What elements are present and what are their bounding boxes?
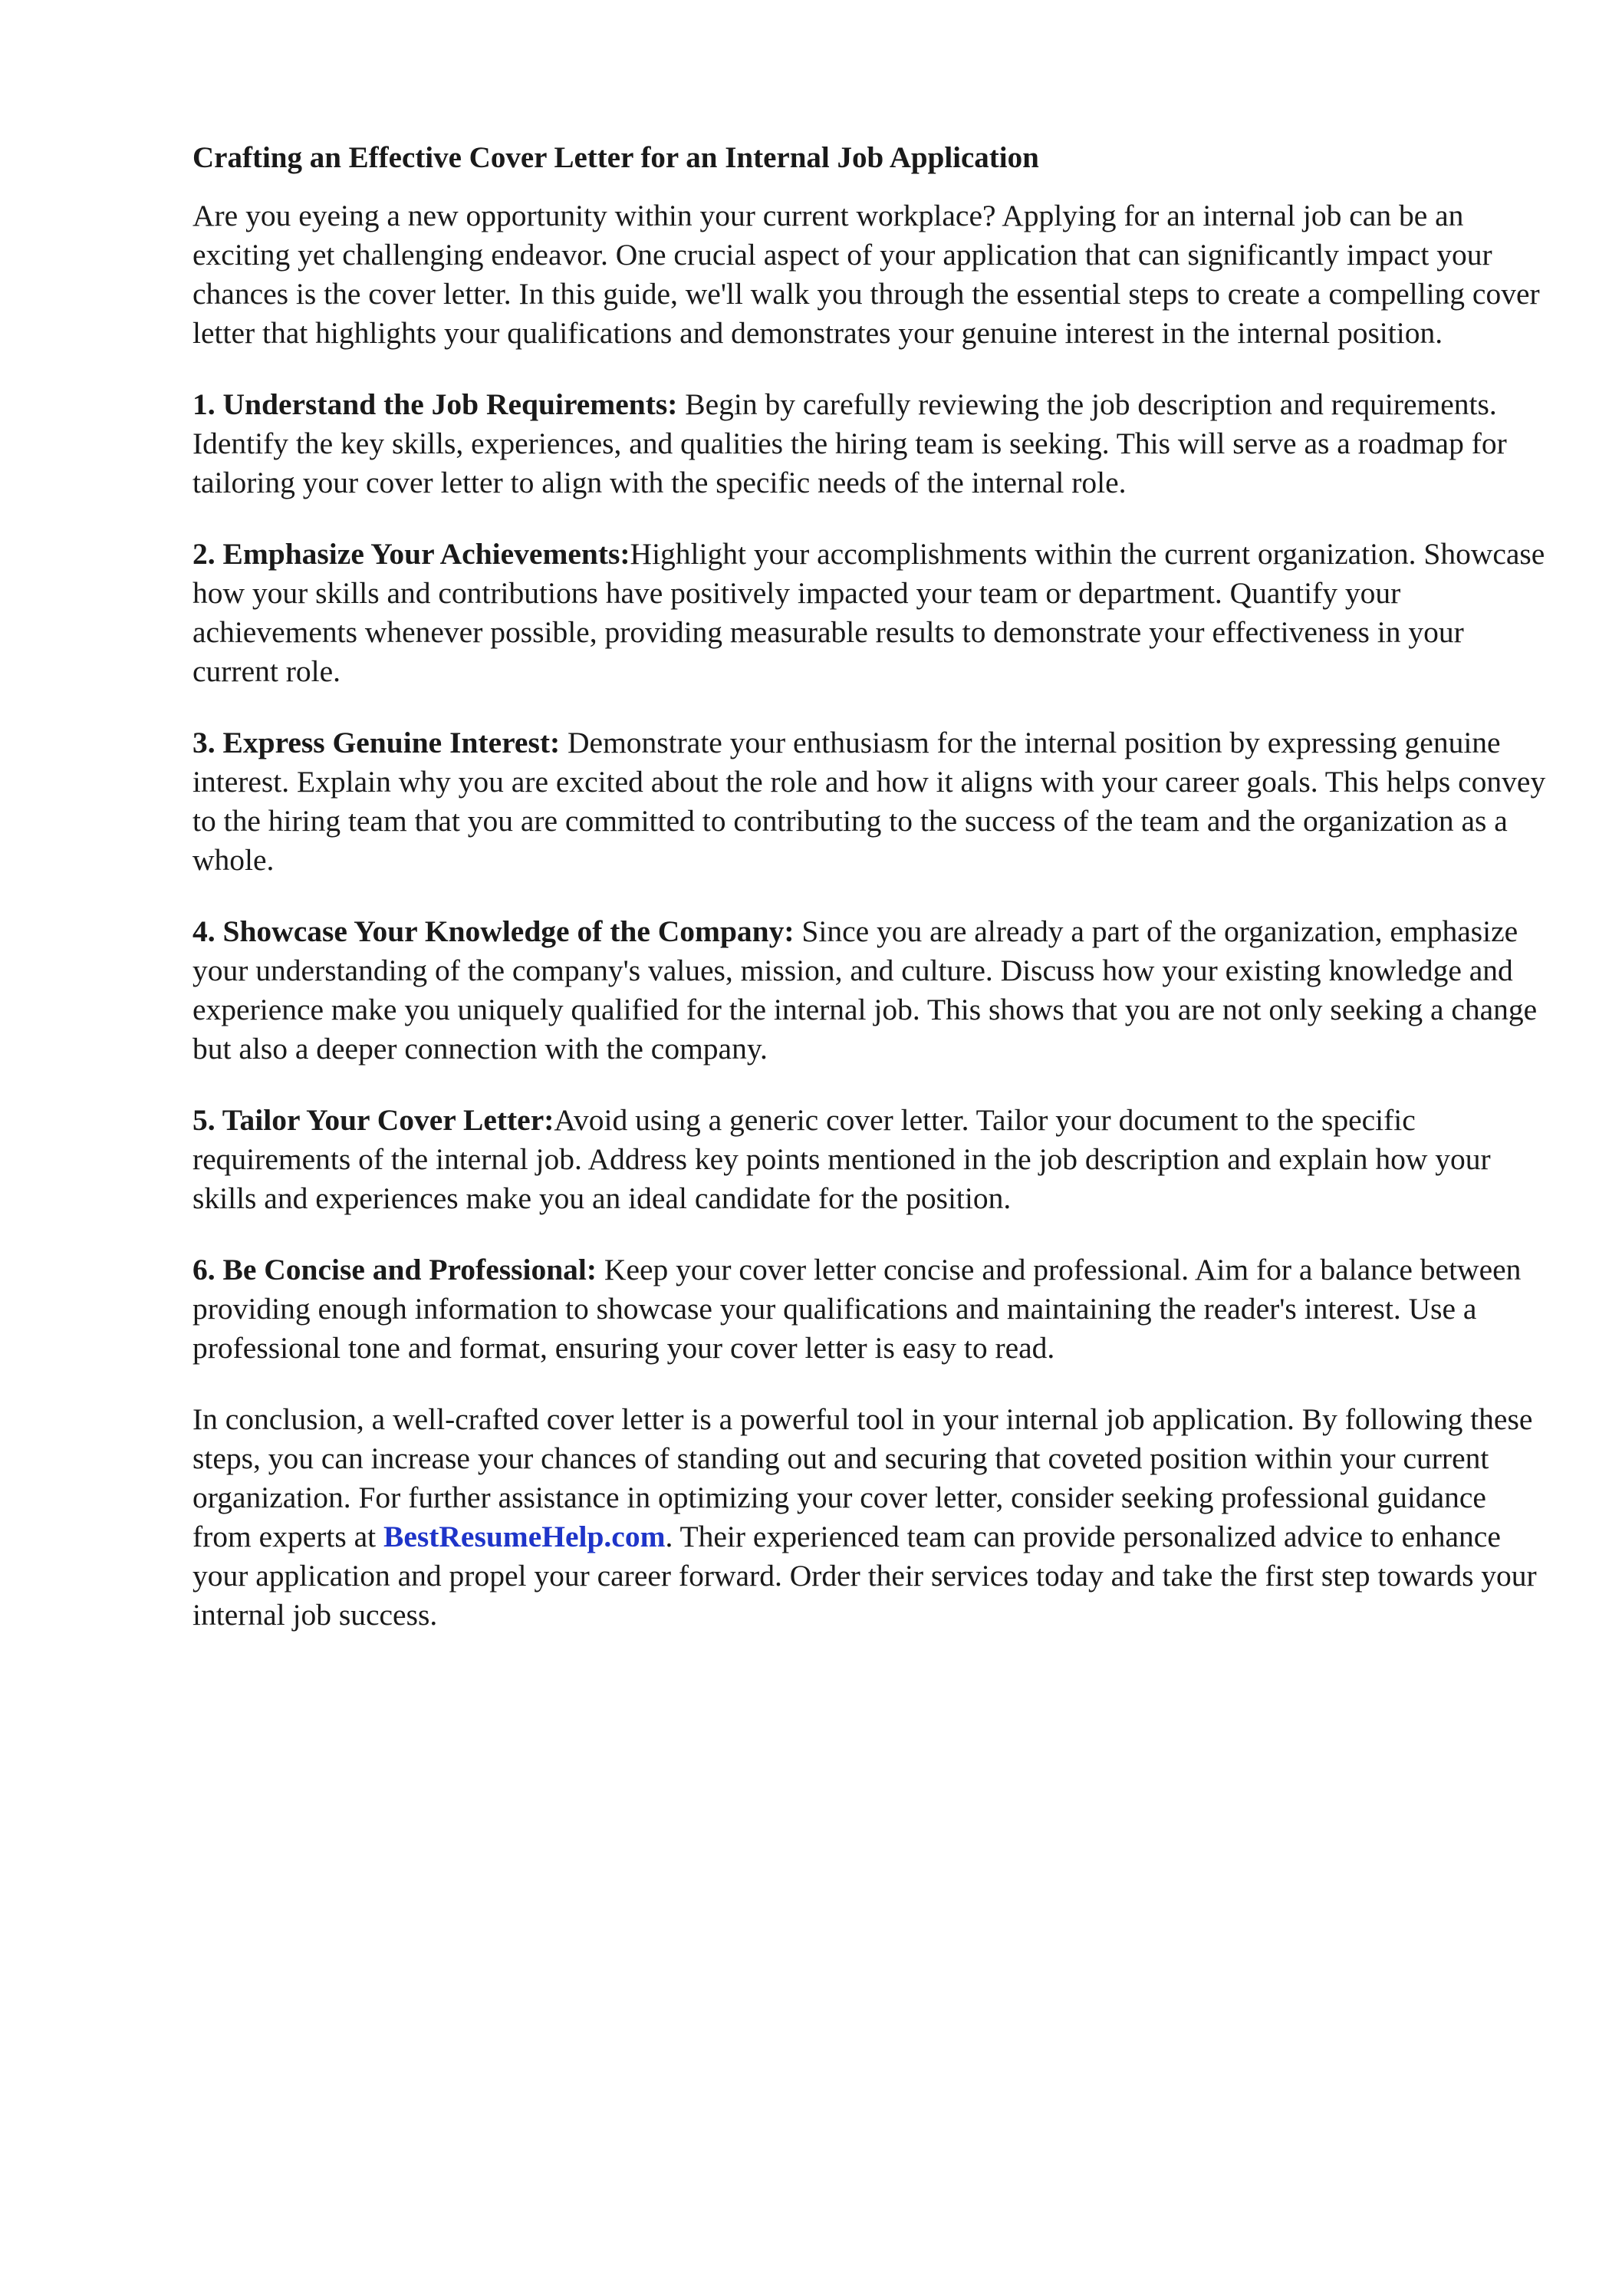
section-heading: 3. Express Genuine Interest:	[192, 726, 561, 759]
section-body: Keep your cover letter concise and professional. Aim for a balance between providing enough information to showcase your qualifications and maintaining the reader's interest. Use a professional tone and format, ensuring your cover letter is easy to read.	[192, 1253, 1522, 1365]
conclusion-text-before: In conclusion, a well-crafted cover letter is a powerful tool in your internal job application. By following these steps, you can increase your chances of standing out and securing that coveted position within your current organization. For further assistance in optimizing your cover letter, consider seeking professional guidance from experts at	[192, 1402, 1533, 1553]
section-body: Highlight your accomplishments within the current organization. Showcase how your skills and contributions have positively impacted your team or department. Quantify your achievements whenever possible, providing measurable results to demonstrate your effectiveness in your current role.	[192, 537, 1545, 688]
section-tailor-letter	[192, 1101, 1550, 1218]
section-concise-professional	[192, 1250, 1550, 1368]
document-title: Crafting an Effective Cover Letter for an Internal Job Application	[192, 141, 1039, 174]
section-body: Avoid using a generic cover letter. Tailor your document to the specific requirements of the internal job. Address key points mentioned in the job description and explain how your skills and experiences make you an ideal candidate for the position.	[192, 1103, 1491, 1215]
section-heading: 6. Be Concise and Professional:	[192, 1253, 597, 1286]
section-body: Since you are already a part of the organization, emphasize your understanding of the company's values, mission, and culture. Discuss how your existing knowledge and experience make you uniquely qualified for the internal job. This shows that you are not only seeking a change but also a deeper connection with the company.	[192, 914, 1538, 1066]
conclusion-text-after: . Their experienced team can provide personalized advice to enhance your application and propel your career forward. Order their services today and take the first step towards your internal job success.	[192, 1520, 1537, 1632]
section-body: Begin by carefully reviewing the job description and requirements. Identify the key skills, experiences, and qualities the hiring team is seeking. This will serve as a roadmap for tailoring your cover letter to align with the specific needs of the internal role.	[192, 387, 1507, 499]
intro-paragraph: Are you eyeing a new opportunity within your current workplace? Applying for an internal job can be an exciting yet challenging endeavor. One crucial aspect of your application that can significantly impact your chances is the cover letter. In this guide, we'll walk you through the essential steps to create a compelling cover letter that highlights your qualifications and demonstrates your genuine interest in the internal position.	[192, 199, 1540, 350]
section-heading: 5. Tailor Your Cover Letter:	[192, 1103, 554, 1137]
section-heading: 2. Emphasize Your Achievements:	[192, 537, 630, 571]
section-showcase-knowledge	[192, 912, 1550, 1069]
section-express-interest	[192, 723, 1550, 880]
bestresumehelp-link[interactable]: BestResumeHelp.com	[383, 1520, 666, 1553]
conclusion-paragraph	[192, 1400, 1550, 1635]
section-body: Demonstrate your enthusiasm for the internal position by expressing genuine interest. Explain why you are excited about the role and how it aligns with your career goals. This helps convey to the hiring team that you are committed to contributing to the success of the team and the organization as a whole.	[192, 726, 1546, 877]
document-body	[192, 138, 1550, 1667]
section-understand-requirements	[192, 385, 1550, 502]
section-emphasize-achievements	[192, 535, 1550, 691]
section-heading: 4. Showcase Your Knowledge of the Company:	[192, 914, 795, 948]
section-heading: 1. Understand the Job Requirements:	[192, 387, 678, 421]
